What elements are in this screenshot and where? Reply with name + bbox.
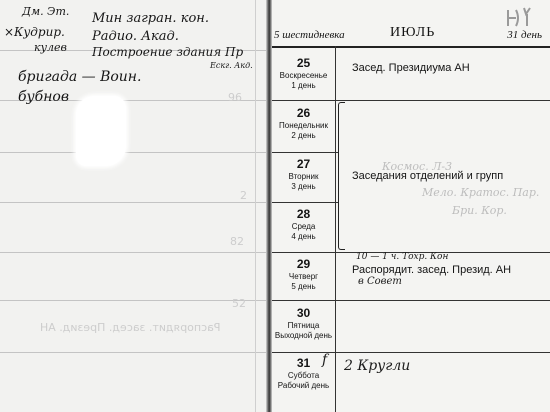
margin-note: ×Кудрир. (4, 25, 65, 39)
date-number: 29 (296, 257, 311, 271)
ruled-line (0, 300, 268, 301)
show-through-text: Распорядит. засед. Презид. АН (40, 321, 221, 334)
date-cell (272, 157, 335, 192)
day-number-label: Выходной день (274, 331, 333, 340)
date-number: 31 (296, 356, 311, 370)
day-separator (272, 300, 550, 301)
margin-note: Дм. Эт. (22, 5, 70, 18)
day-number-label: 1 день (291, 81, 316, 90)
handwritten-note: Построение здания Пр (92, 45, 244, 59)
week-label: 5 шестидневка (274, 29, 345, 41)
handwritten-note: 2 Кругли (344, 358, 411, 374)
date-number: 27 (296, 157, 311, 171)
date-number: 30 (296, 306, 311, 320)
weekday-label: Пятница (287, 321, 320, 330)
margin-line (255, 0, 256, 412)
pencil-scribble: Бри. Кор. (452, 204, 507, 217)
handwritten-note: в Совет (358, 276, 402, 287)
weekday-label: Воскресенье (279, 71, 328, 80)
ruled-line (0, 152, 268, 153)
show-through-mark: 82 (230, 235, 244, 248)
show-through-mark: 2 (240, 189, 247, 202)
day-number-label: 4 день (291, 232, 316, 241)
weekday-label: Вторник (288, 172, 319, 181)
handwritten-time-note: 10 — 1 ч. Тохр. Кон (356, 252, 449, 262)
weekday-label: Четверг (288, 272, 319, 281)
left-page (0, 0, 268, 412)
day-separator (272, 100, 550, 101)
pencil-scribble: Космос. Л-3 (382, 160, 453, 173)
event-departments-meetings: Заседания отделений и групп (352, 170, 504, 182)
weekday-label: Среда (291, 222, 316, 231)
show-through-mark: 96 (228, 91, 242, 104)
month-title: ИЮЛЬ (390, 25, 436, 40)
day-number-label: Рабочий день (277, 381, 330, 390)
day-separator (272, 152, 338, 153)
handwritten-note: Радио. Акад. (92, 29, 179, 44)
date-cell (272, 257, 335, 292)
ruled-line (0, 202, 268, 203)
day-separator (272, 352, 550, 353)
right-page (272, 0, 550, 412)
date-cell (272, 106, 335, 141)
handwritten-note: Мин загран. кон. (92, 11, 209, 26)
day-number-label: 2 день (291, 131, 316, 140)
erased-patch (76, 96, 126, 166)
page-header (272, 24, 550, 44)
handwritten-note: Ескг. Акд. (210, 61, 253, 70)
day-number-label: 3 день (291, 182, 316, 191)
date-number: 28 (296, 207, 311, 221)
pencil-scribble: Мело. Кратос. Пар. (422, 186, 540, 199)
date-cell (272, 306, 335, 341)
handwritten-mark: f (322, 352, 328, 368)
header-rule (272, 46, 550, 48)
handwritten-note: бубнов (18, 89, 70, 105)
weekday-label: Суббота (287, 371, 320, 380)
day-number-label: 5 день (291, 282, 316, 291)
date-number: 25 (296, 56, 311, 70)
day-count: 31 день (507, 29, 542, 41)
bracket (338, 102, 345, 250)
margin-note: кулев (34, 41, 67, 54)
show-through-mark: 52 (232, 297, 246, 310)
date-cell (272, 207, 335, 242)
day-separator (272, 202, 338, 203)
weekday-label: Понедельник (279, 121, 328, 130)
ruled-line (0, 252, 268, 253)
event-presidium-meeting: Засед. Президиума АН (352, 62, 470, 74)
date-cell (272, 56, 335, 91)
ruled-line (0, 352, 268, 353)
date-number: 26 (296, 106, 311, 120)
event-presidium-administrative: Распорядит. засед. Презид. АН (352, 264, 512, 276)
handwritten-note: бригада — Воин. (18, 69, 142, 85)
